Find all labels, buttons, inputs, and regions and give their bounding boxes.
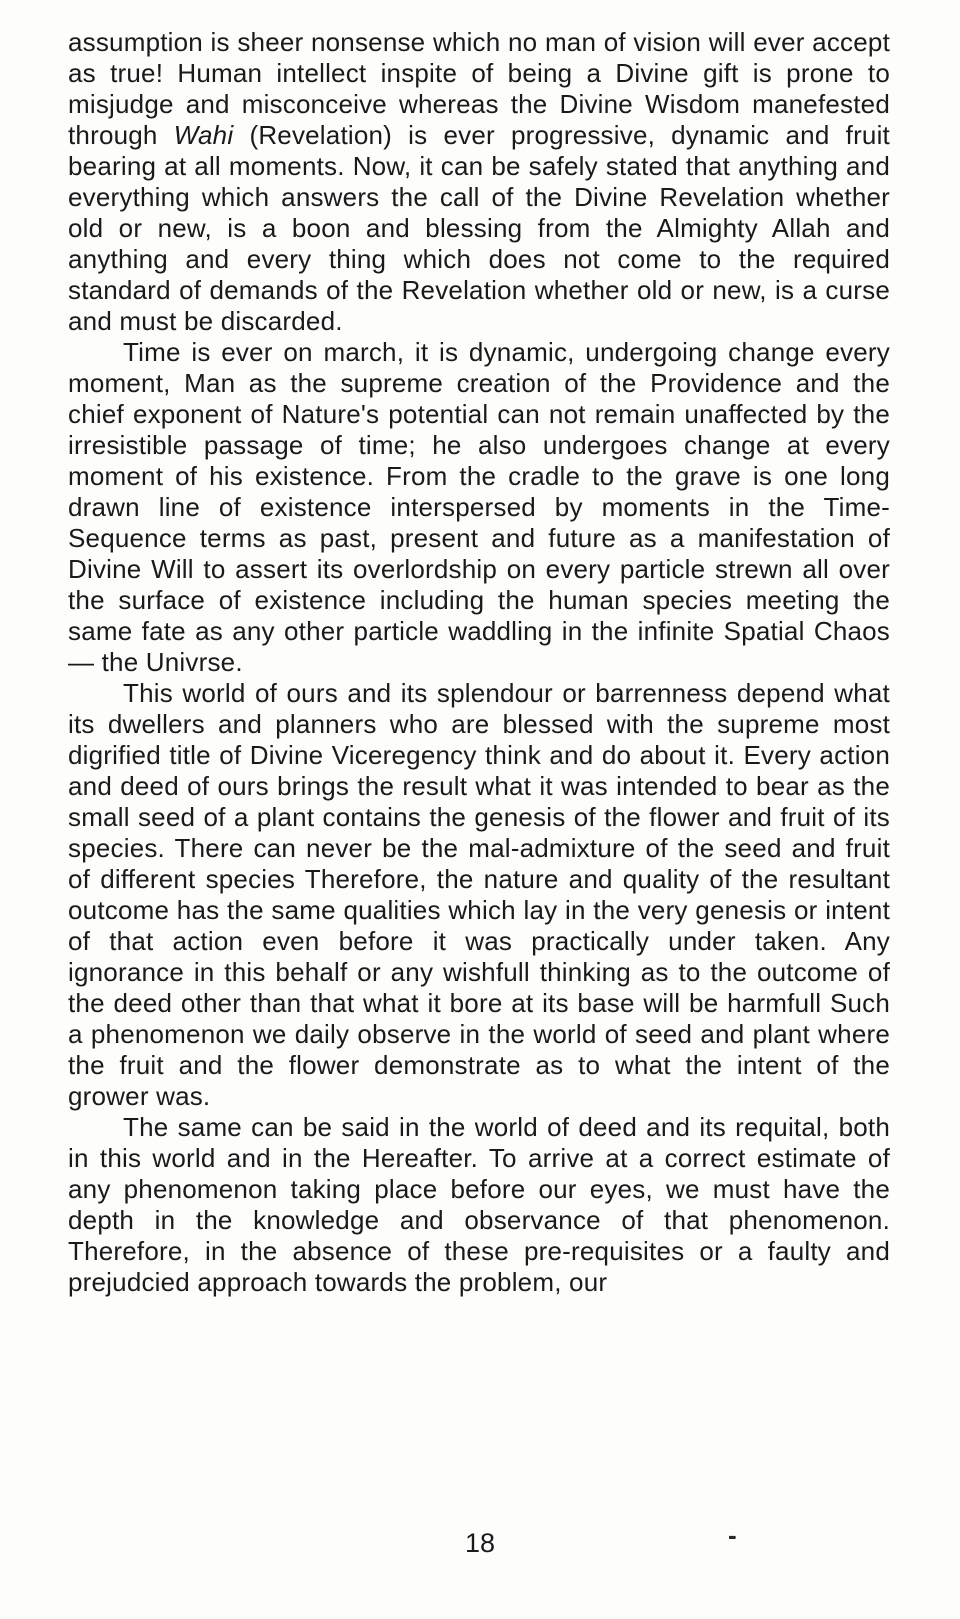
paragraph (68, 337, 890, 678)
italic-term: Wahi (173, 120, 234, 150)
page-text (68, 27, 890, 1298)
text-segment: The same can be said in the world of deed and its requital, both in this world and in the Hereafter. To arrive at a correct estimate of any phenomenon taking place before our eyes, we must have the depth in the knowledge and observance of that phenomenon. Therefore, in the absence of these pre-requisites or a faulty and prejudcied approach towards the problem, our (68, 1112, 890, 1297)
paragraph (68, 678, 890, 1112)
scan-artifact-dash: - (728, 1520, 737, 1550)
page-number: 18 (464, 1528, 496, 1558)
text-segment: (Revelation) is ever progressive, dynamic and fruit bearing at all moments. Now, it can be safely stated that anything and everything which answers the call of the Divine Revelation whether old or new, is a boon and blessing from the Almighty Allah and anything and every thing which does not come to the required standard of demands of the Revelation whether old or new, is a curse and must be discarded. (68, 120, 890, 336)
text-segment: Time is ever on march, it is dynamic, undergoing change every moment, Man as the supreme creation of the Providence and the chief exponent of Nature's potential can not remain unaffected by the irresistible passage of time; he also undergoes change at every moment of his existence. From the cradle to the grave is one long drawn line of existence interspersed by moments in the Time-Sequence terms as past, present and future as a manifestation of Divine Will to assert its overlordship on every particle strewn all over the surface of existence including the human species meeting the same fate as any other particle waddling in the infinite Spatial Chaos — the Univrse. (68, 337, 890, 677)
text-segment: This world of ours and its splendour or barrenness depend what its dwellers and planners who are blessed with the supreme most digrified title of Divine Viceregency think and do about it. Every action and deed of ours brings the result what it was intended to bear as the small seed of a plant contains the genesis of the flower and fruit of its species. There can never be the mal-admixture of the seed and fruit of different species Therefore, the nature and quality of the resultant outcome has the same qualities which lay in the very genesis or intent of that action even before it was practically under taken. Any ignorance in this behalf or any wishfull thinking as to the outcome of the deed other than that what it bore at its base will be harmfull Such a phenomenon we daily observe in the world of seed and plant where the fruit and the flower demonstrate as to what the intent of the grower was. (68, 678, 890, 1111)
paragraph (68, 27, 890, 337)
paragraph (68, 1112, 890, 1298)
text-segment: assumption is sheer nonsense which no man of vision will ever accept as true! Human intellect inspite of being a Divine gift is prone to misjudge and misconceive whereas the Divine Wisdom manefested through (68, 27, 890, 150)
